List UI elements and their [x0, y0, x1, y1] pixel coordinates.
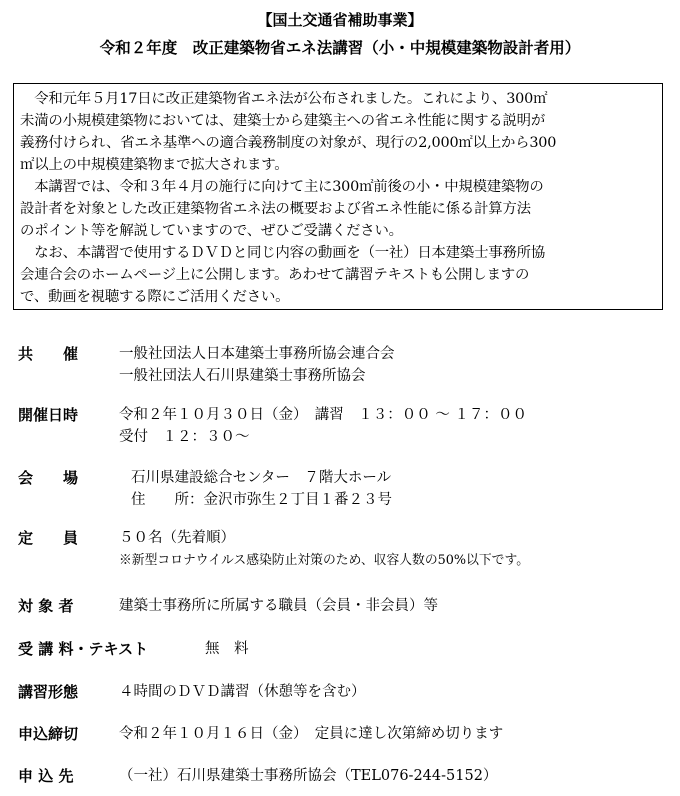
target-value: 建築士事務所に所属する職員（会員・非会員）等	[119, 598, 438, 614]
fee-label: 受 講 料・テキスト	[18, 640, 149, 658]
capacity-note: ※新型コロナウイルス感染防止対策のため、収容人数の50%以下です。	[119, 553, 530, 568]
organizer-label: 共 催	[18, 345, 79, 363]
format-label: 講習形態	[18, 683, 79, 701]
reception-time: 受付 １２：３０～	[119, 429, 250, 445]
target-label: 対 象 者	[18, 597, 74, 615]
intro-box	[13, 83, 663, 310]
organizer-value: 一般社団法人日本建築士事務所協会連合会	[119, 346, 395, 362]
intro-line: ㎡以上の中規模建築物まで拡大されます。	[20, 157, 289, 173]
date-value: 令和２年１０月３０日（金） 講習 １３：００ ～ １７：００	[119, 407, 527, 423]
intro-line: 会連合会のホームページ上に公開します。あわせて講習テキストも公開しますの	[20, 267, 530, 283]
intro-line: 義務付けられ、省エネ基準への適合義務制度の対象が、現行の2,000㎡以上から300	[20, 135, 557, 151]
intro-line: で、動画を視聴する際にご活用ください。	[20, 289, 290, 305]
intro-line: のポイント等を解説していますので、ぜひご受講ください。	[20, 223, 403, 239]
intro-line: 令和元年５月17日に改正建築物省エネ法が公布されました。これにより、300㎡	[20, 91, 548, 107]
intro-line: 本講習では、令和３年４月の施行に向けて主に300㎡前後の小・中規模建築物の	[20, 179, 544, 195]
intro-line: なお、本講習で使用するＤＶＤと同じ内容の動画を（一社）日本建築士事務所協	[20, 245, 546, 261]
apply-to-value: （一社）石川県建築士事務所協会（TEL076-244-5152）	[119, 768, 498, 784]
venue-address: 住 所：金沢市弥生２丁目１番２３号	[131, 492, 392, 508]
format-value: ４時間のＤＶＤ講習（休憩等を含む）	[119, 684, 366, 700]
capacity-label: 定 員	[18, 529, 79, 547]
venue-label: 会 場	[18, 469, 79, 487]
deadline-value: 令和２年１０月１６日（金） 定員に達し次第締め切ります	[119, 726, 504, 742]
intro-line: 設計者を対象とした改正建築物省エネ法の概要および省エネ性能に係る計算方法	[20, 201, 531, 217]
deadline-label: 申込締切	[18, 725, 79, 743]
apply-to-label: 申 込 先	[18, 767, 74, 785]
program-heading: 【国土交通省補助事業】	[257, 11, 423, 29]
page-title: 令和２年度 改正建築物省エネ法講習（小・中規模建築物設計者用）	[99, 39, 581, 57]
fee-value: 無 料	[205, 641, 249, 657]
date-label: 開催日時	[18, 406, 79, 424]
intro-line: 未満の小規模建築物においては、建築士から建築主への省エネ性能に関する説明が	[20, 113, 546, 129]
capacity-value: ５０名（先着順）	[119, 530, 235, 546]
organizer-value: 一般社団法人石川県建築士事務所協会	[119, 368, 366, 384]
venue-name: 石川県建設総合センター ７階大ホール	[131, 470, 392, 486]
